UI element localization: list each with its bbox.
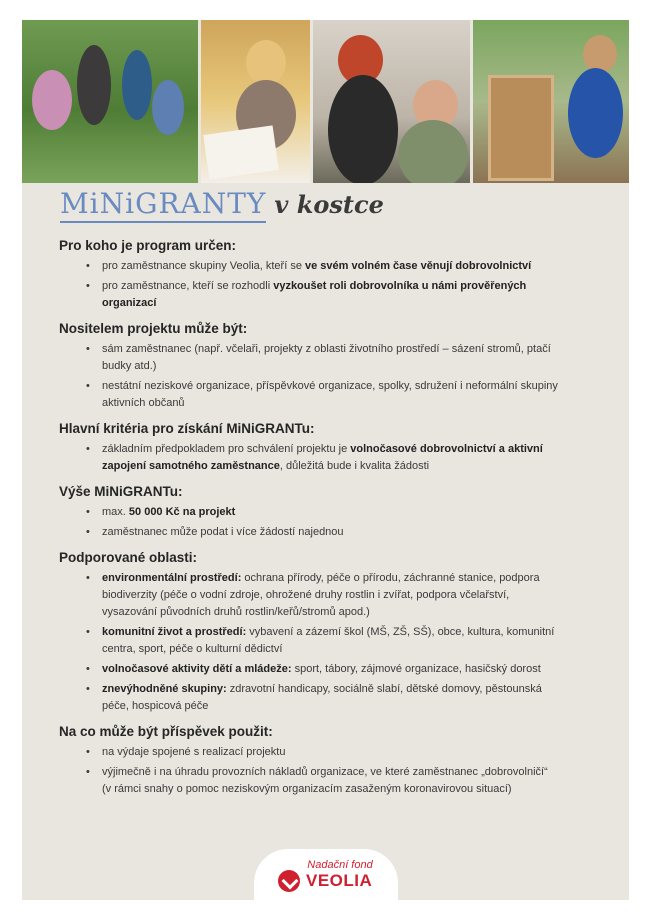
text: nestátní neziskové organizace, příspěvkové organizace, spolky, sdružení i neformální skupiny aktivních občanů bbox=[102, 380, 558, 409]
bullet-list bbox=[59, 258, 559, 312]
text: pro zaměstnance, kteří se rozhodli bbox=[102, 280, 274, 292]
list-item bbox=[59, 258, 559, 275]
text: pro zaměstnance skupiny Veolia, kteří se bbox=[102, 260, 305, 272]
list-item bbox=[59, 278, 559, 312]
list-item bbox=[59, 570, 559, 621]
section-heading: Hlavní kritéria pro získání MiNiGRANTu: bbox=[59, 421, 315, 436]
list-item bbox=[59, 441, 559, 475]
list-item bbox=[59, 504, 559, 521]
veolia-mark-icon bbox=[278, 870, 300, 892]
text: výjimečně i na úhradu provozních nákladů organizace, ve které zaměstnanec „dobrovolničí“ (v rámci snahy o pomoc neziskovým organizacím zasaženým koronavirovou situací) bbox=[102, 766, 548, 795]
bullet-icon: • bbox=[86, 280, 90, 292]
text: sám zaměstnanec (např. včelaři, projekty z oblasti životního prostředí – sázení stromů, ptačí budky atd.) bbox=[102, 343, 551, 372]
list-item bbox=[59, 624, 559, 658]
veolia-logo bbox=[254, 849, 398, 900]
bullet-list bbox=[59, 441, 559, 475]
bold-text: vyzkoušet roli dobrovolníka u námi prověřených organizací bbox=[102, 280, 527, 309]
page-title bbox=[60, 187, 384, 223]
bullet-icon: • bbox=[86, 746, 90, 758]
text: , důležitá bude i kvalita žádosti bbox=[279, 460, 430, 472]
photo-caregiver bbox=[313, 20, 470, 183]
text: zaměstnanec může podat i více žádostí najednou bbox=[102, 526, 344, 538]
text: na výdaje spojené s realizací projektu bbox=[102, 746, 286, 758]
photo-insect-hotel bbox=[473, 20, 629, 183]
text: základním předpokladem pro schválení projektu je bbox=[102, 443, 351, 455]
bullet-icon: • bbox=[86, 572, 90, 584]
logo-brand-label: VEOLIA bbox=[306, 871, 373, 890]
bold-text: komunitní život a prostředí: bbox=[102, 626, 247, 638]
text: zdravotní handicapy, sociálně slabí, dětské domovy, pěstounská péče, hospicová péče bbox=[102, 683, 542, 712]
title-brand: MiNiGRANTY bbox=[60, 187, 266, 223]
photo-strip bbox=[22, 20, 629, 183]
list-item bbox=[59, 681, 559, 715]
section-heading: Nositelem projektu může být: bbox=[59, 321, 248, 336]
text: ochrana přírody, péče o přírodu, záchranné stanice, podpora biodiverzity (péče o vodní zdroje, ohrožené druhy rostlin i zvířat, podpora včelařství, vysazování původních druhů rostlin/keřů/stromů apod.) bbox=[102, 572, 540, 618]
text: vybavení a zázemí škol (MŠ, ZŠ, SŠ), obce, kultura, komunitní centra, sport, péče o kulturní dědictví bbox=[102, 626, 555, 655]
photo-children-outdoors bbox=[22, 20, 198, 183]
list-item bbox=[59, 744, 559, 761]
bullet-icon: • bbox=[86, 626, 90, 638]
section-heading: Podporované oblasti: bbox=[59, 550, 198, 565]
bullet-icon: • bbox=[86, 443, 90, 455]
bullet-icon: • bbox=[86, 526, 90, 538]
bullet-list bbox=[59, 744, 559, 798]
bold-text: 50 000 Kč na projekt bbox=[128, 506, 236, 518]
content-sections bbox=[59, 238, 559, 807]
list-item bbox=[59, 341, 559, 375]
logo-foundation-label: Nadační fond bbox=[307, 859, 373, 871]
bold-text: volnočasové aktivity dětí a mládeže: bbox=[102, 663, 292, 675]
section-heading: Pro koho je program určen: bbox=[59, 238, 237, 253]
list-item bbox=[59, 378, 559, 412]
list-item bbox=[59, 524, 559, 541]
section-heading: Výše MiNiGRANTu: bbox=[59, 484, 183, 499]
title-subtitle: v kostce bbox=[274, 190, 384, 219]
photo-painting bbox=[201, 20, 310, 183]
list-item bbox=[59, 764, 559, 798]
list-item bbox=[59, 661, 559, 678]
bullet-icon: • bbox=[86, 663, 90, 675]
bullet-icon: • bbox=[86, 260, 90, 272]
bold-text: environmentální prostředí: bbox=[102, 572, 242, 584]
bullet-icon: • bbox=[86, 683, 90, 695]
bold-text: znevýhodněné skupiny: bbox=[102, 683, 227, 695]
bullet-icon: • bbox=[86, 343, 90, 355]
bullet-list bbox=[59, 570, 559, 715]
bullet-list bbox=[59, 504, 559, 541]
bullet-icon: • bbox=[86, 766, 90, 778]
bullet-icon: • bbox=[86, 506, 90, 518]
bold-text: ve svém volném čase věnují dobrovolnictví bbox=[305, 260, 532, 272]
text: sport, tábory, zájmové organizace, hasičský dorost bbox=[291, 663, 541, 675]
text: max. bbox=[102, 506, 129, 518]
bullet-list bbox=[59, 341, 559, 412]
bold-text: volnočasové dobrovolnictví a aktivní zapojení samotného zaměstnance bbox=[102, 443, 543, 472]
bullet-icon: • bbox=[86, 380, 90, 392]
section-heading: Na co může být příspěvek použit: bbox=[59, 724, 273, 739]
